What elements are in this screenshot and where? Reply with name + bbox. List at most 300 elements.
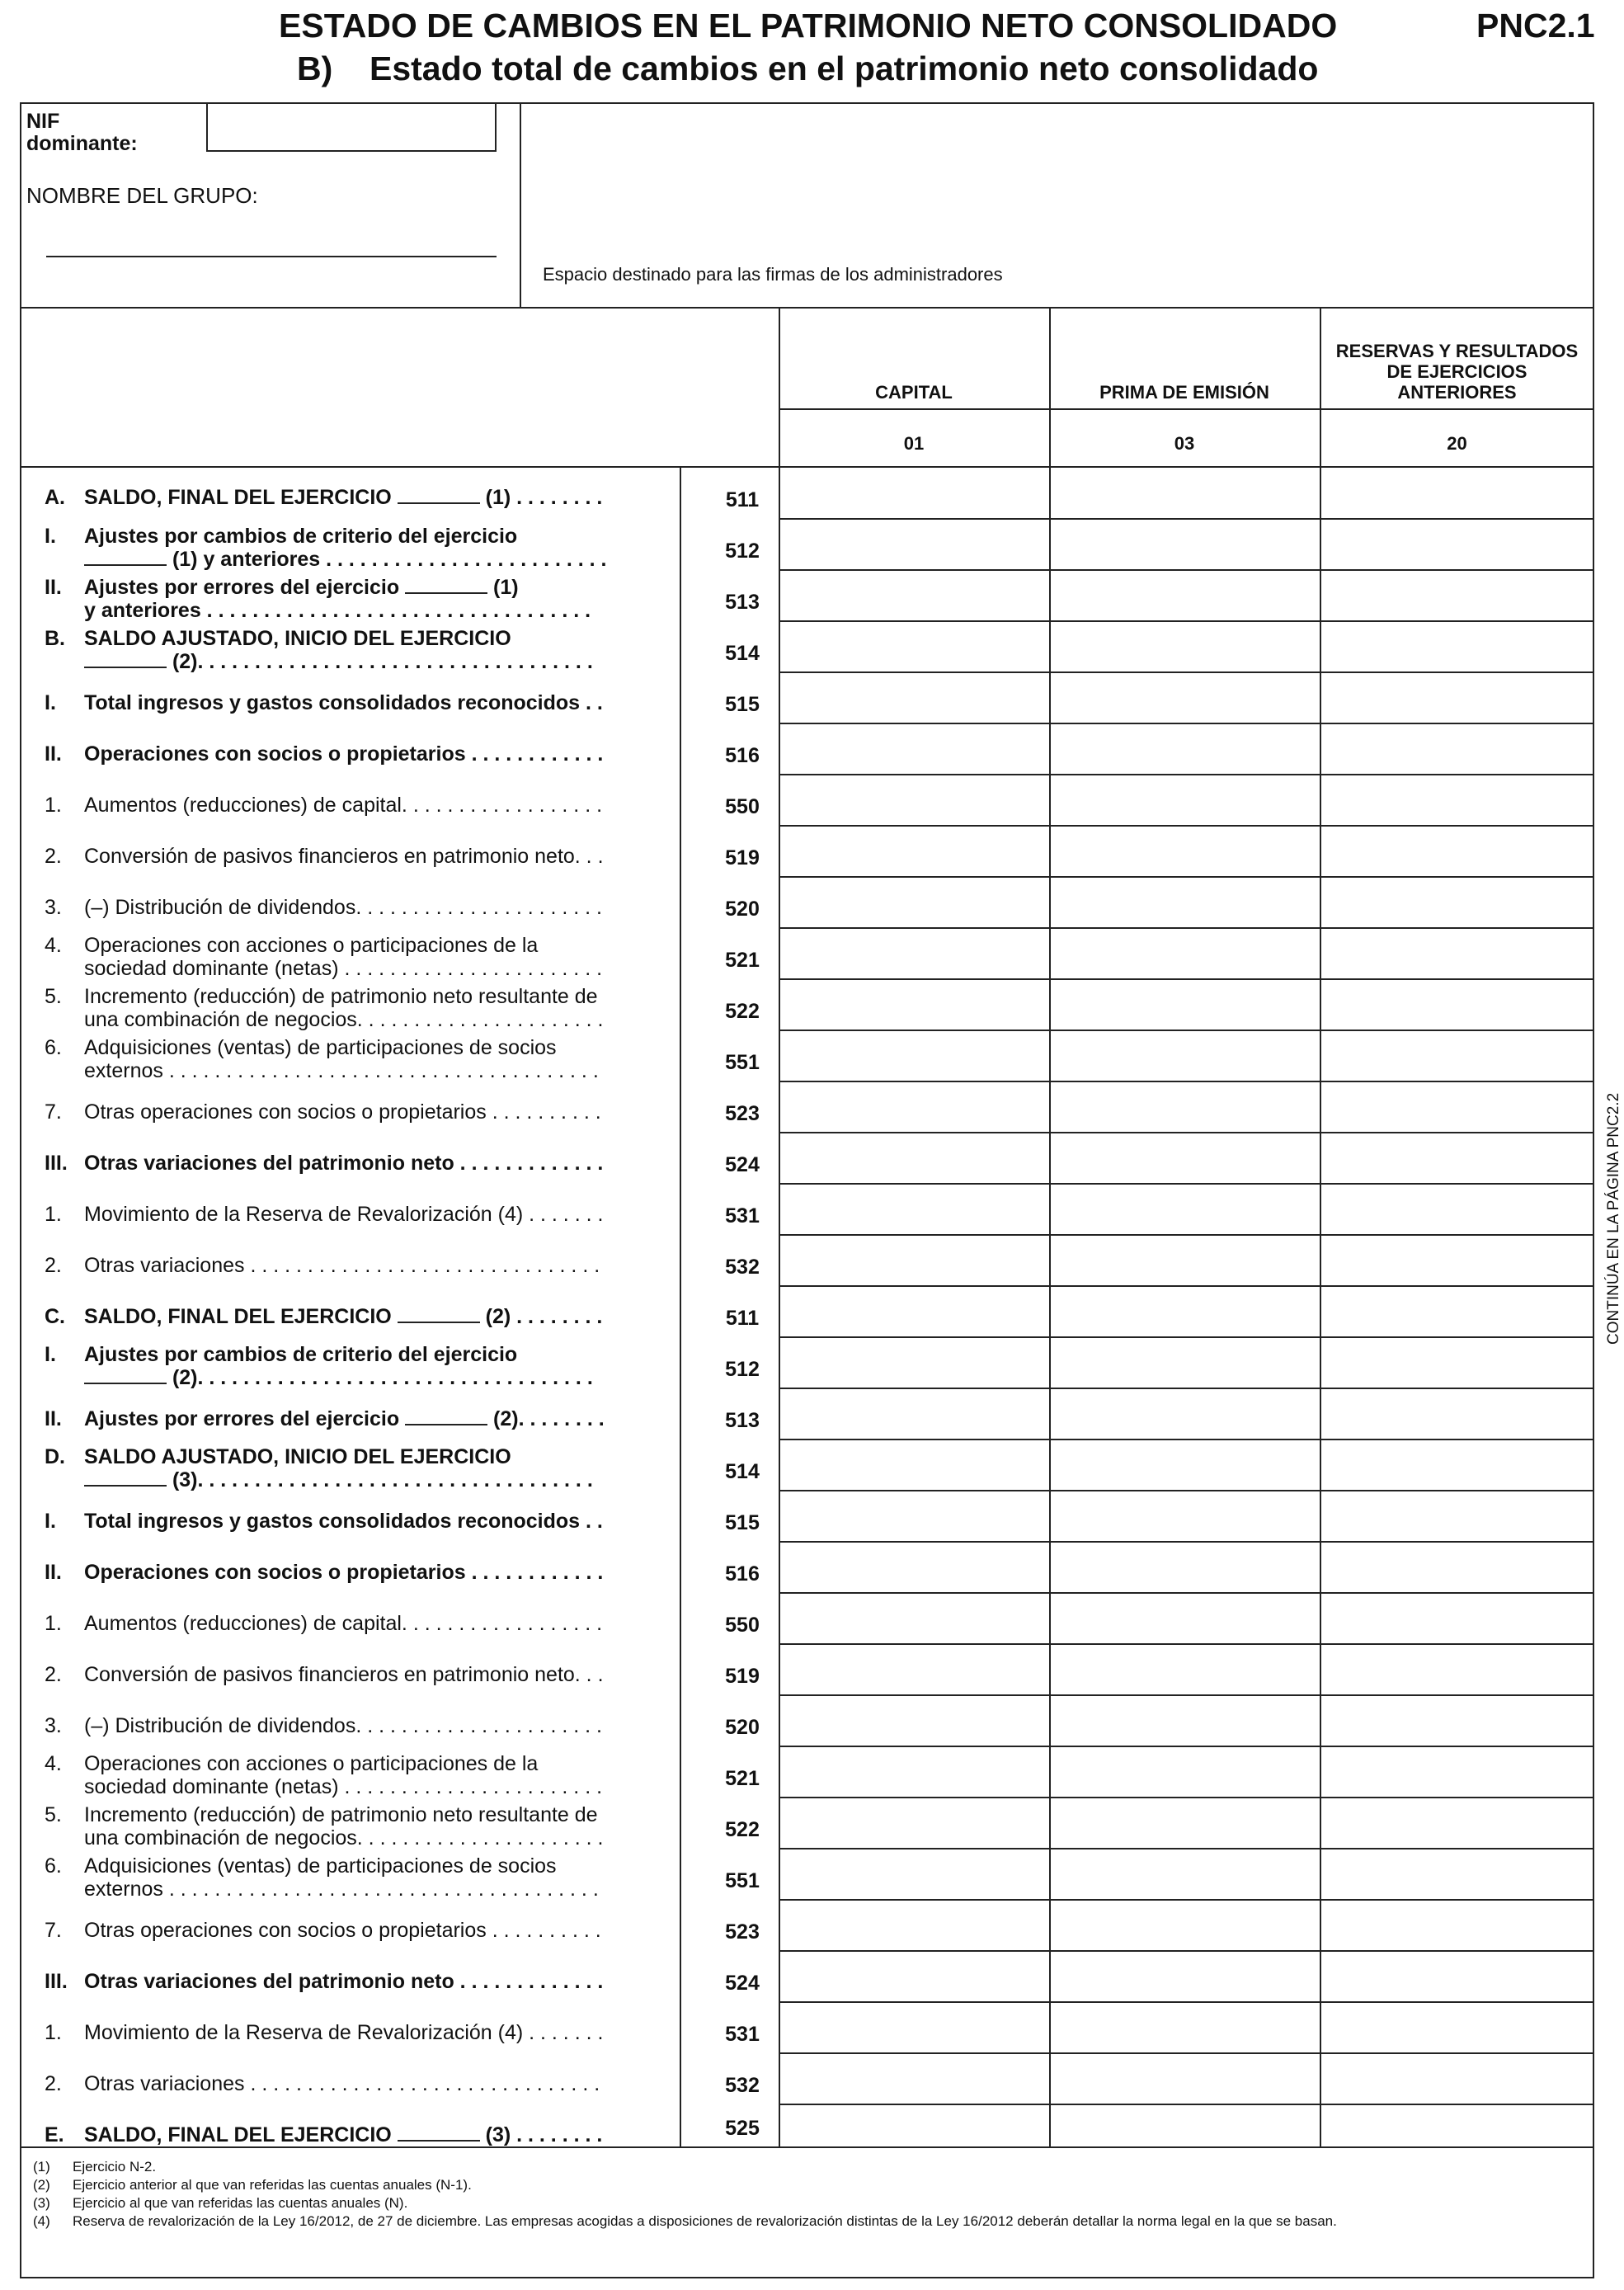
row-label-line: Ajustes por cambios de criterio del ejercicio xyxy=(84,1343,518,1366)
row-code: 519 xyxy=(725,1665,760,1688)
row-number: D. xyxy=(45,1445,65,1468)
row-label-line: Operaciones con acciones o participaciones de la xyxy=(84,934,539,957)
row-label-line: Adquisiciones (ventas) de participaciones de socios xyxy=(84,1854,557,1878)
row-number: I. xyxy=(45,525,56,548)
row-label-line: externos . . . . . . . . . . . . . . . . . . . . . . . . . . . . . . . . . . . . . . xyxy=(84,1878,599,1901)
row-label-line: Adquisiciones (ventas) de participaciones de socios xyxy=(84,1036,557,1059)
row-label xyxy=(84,1445,678,1491)
value-cell[interactable] xyxy=(780,1133,1047,1181)
value-cell[interactable] xyxy=(780,622,1047,670)
value-cell[interactable] xyxy=(780,1491,1047,1539)
row-number: A. xyxy=(45,486,65,509)
value-cell[interactable] xyxy=(1051,1798,1318,1846)
table-row xyxy=(20,1234,779,1285)
value-cell[interactable] xyxy=(1321,1133,1593,1181)
value-cell[interactable] xyxy=(780,1747,1047,1795)
row-code: 551 xyxy=(725,1869,760,1892)
nif-input[interactable] xyxy=(206,102,497,152)
value-cell[interactable] xyxy=(1321,1952,1593,2000)
row-label-line: Operaciones con acciones o participaciones de la xyxy=(84,1752,539,1775)
row-label-line: (2). . . . . . . . . . . . . . . . . . . . . . . . . . . . . . . . . . . xyxy=(84,1366,678,1389)
row-label-line: sociedad dominante (netas) . . . . . . . . . . . . . . . . . . . . . . . xyxy=(84,1775,603,1798)
value-cell[interactable] xyxy=(780,1236,1047,1284)
value-cell[interactable] xyxy=(1321,2105,1593,2145)
row-code: 511 xyxy=(725,488,760,511)
form-subtitle xyxy=(297,49,1318,88)
row-code: 522 xyxy=(725,1818,760,1841)
row-label xyxy=(84,1254,678,1277)
value-cell[interactable] xyxy=(1051,1338,1318,1386)
value-cell[interactable] xyxy=(1321,1287,1593,1335)
value-cell[interactable] xyxy=(1321,1031,1593,1079)
footnote xyxy=(33,2212,1337,2230)
table-row xyxy=(20,1388,779,1439)
value-cell[interactable] xyxy=(1051,827,1318,874)
table-row xyxy=(20,774,779,825)
row-label-line: Movimiento de la Reserva de Revalorización (4) . . . . . . . xyxy=(84,1203,604,1226)
row-label xyxy=(84,627,678,673)
signature-area-label: Espacio destinado para las firmas de los administradores xyxy=(543,264,1003,285)
column-header-line: CAPITAL xyxy=(875,382,953,403)
row-label xyxy=(84,2072,678,2095)
column-header-line: RESERVAS Y RESULTADOS xyxy=(1335,341,1579,361)
footnote-text: Ejercicio al que van referidas las cuentas anuales (N). xyxy=(73,2195,408,2211)
value-cell[interactable] xyxy=(780,468,1047,516)
value-cell[interactable] xyxy=(1051,622,1318,670)
row-code: 525 xyxy=(725,2117,760,2140)
row-code: 520 xyxy=(725,1716,760,1739)
value-cell[interactable] xyxy=(1051,1901,1318,1948)
value-cell[interactable] xyxy=(780,775,1047,823)
table-row xyxy=(20,723,779,774)
table-row xyxy=(20,466,779,518)
row-label-line: Ajustes por errores del ejercicio (2). . . . . . . . xyxy=(84,1407,605,1430)
row-label xyxy=(84,896,678,919)
row-label-line: Aumentos (reducciones) de capital. . . . . . . . . . . . . . . . . . xyxy=(84,794,603,817)
year-blank[interactable] xyxy=(398,2125,480,2142)
value-cell[interactable] xyxy=(1321,2054,1593,2102)
row-label-line: Incremento (reducción) de patrimonio neto resultante de xyxy=(84,1803,598,1826)
row-label xyxy=(84,486,678,509)
row-code: 512 xyxy=(725,1358,760,1381)
row-label-line: (2). . . . . . . . . . . . . . . . . . . . . . . . . . . . . . . . . . . xyxy=(84,650,678,673)
value-cell[interactable] xyxy=(780,520,1047,568)
row-code: 531 xyxy=(725,2023,760,2046)
value-cell[interactable] xyxy=(1321,1849,1593,1897)
row-code: 514 xyxy=(725,1460,760,1483)
row-label xyxy=(84,2021,678,2044)
row-label-line: (3). . . . . . . . . . . . . . . . . . . . . . . . . . . . . . . . . . . xyxy=(84,1468,678,1491)
row-label-line: SALDO, FINAL DEL EJERCICIO (2) . . . . . . . . xyxy=(84,1305,603,1328)
row-code: 516 xyxy=(725,1562,760,1586)
value-cell[interactable] xyxy=(1051,1287,1318,1335)
value-cell[interactable] xyxy=(1321,673,1593,721)
value-cell[interactable] xyxy=(1321,520,1593,568)
value-cell[interactable] xyxy=(1051,929,1318,977)
row-number: III. xyxy=(45,1152,68,1175)
value-cell[interactable] xyxy=(780,2105,1047,2145)
value-cell[interactable] xyxy=(1321,1696,1593,1744)
value-cell[interactable] xyxy=(1051,2054,1318,2102)
nif-label: NIF dominante: xyxy=(26,110,138,155)
row-label-line: Otras variaciones del patrimonio neto . . . . . . . . . . . . . xyxy=(84,1152,604,1175)
row-label-line: Movimiento de la Reserva de Revalorización (4) . . . . . . . xyxy=(84,2021,604,2044)
value-cell[interactable] xyxy=(1051,775,1318,823)
row-code: 521 xyxy=(725,1767,760,1790)
value-cell[interactable] xyxy=(1051,1440,1318,1488)
year-blank[interactable] xyxy=(398,1307,480,1323)
notes-separator xyxy=(20,2146,1594,2148)
value-cell[interactable] xyxy=(1321,724,1593,772)
table-row xyxy=(20,1183,779,1234)
value-cell[interactable] xyxy=(780,1849,1047,1897)
row-label xyxy=(84,1714,678,1737)
row-label-line: (–) Distribución de dividendos. . . . . . . . . . . . . . . . . . . . . . xyxy=(84,1714,603,1737)
value-cell[interactable] xyxy=(1051,571,1318,619)
row-label xyxy=(84,1561,678,1584)
row-label xyxy=(84,1203,678,1226)
footnote-text: Ejercicio anterior al que van referidas las cuentas anuales (N-1). xyxy=(73,2177,472,2193)
row-number: 2. xyxy=(45,845,62,868)
table-row xyxy=(20,2104,779,2146)
row-label xyxy=(84,742,678,766)
value-cell[interactable] xyxy=(1051,468,1318,516)
row-number: 5. xyxy=(45,1803,62,1826)
table-row xyxy=(20,978,779,1030)
year-blank[interactable] xyxy=(398,488,480,504)
row-number: 1. xyxy=(45,794,62,817)
value-cell[interactable] xyxy=(780,1798,1047,1846)
column-header-label xyxy=(779,382,1049,403)
row-number: 7. xyxy=(45,1919,62,1942)
year-blank[interactable] xyxy=(84,652,167,668)
row-code: 515 xyxy=(725,693,760,716)
identification-separator xyxy=(20,307,1594,309)
row-label-line: Operaciones con socios o propietarios . . . . . . . . . . . . xyxy=(84,742,604,766)
row-code: 512 xyxy=(725,540,760,563)
value-cell[interactable] xyxy=(1321,1338,1593,1386)
table-row xyxy=(20,1899,779,1950)
subtitle-text: Estado total de cambios en el patrimonio neto consolidado xyxy=(370,49,1319,87)
row-number: II. xyxy=(45,1407,62,1430)
value-cell[interactable] xyxy=(780,1082,1047,1130)
row-number: 6. xyxy=(45,1854,62,1878)
row-label xyxy=(84,845,678,868)
value-cell[interactable] xyxy=(1321,1543,1593,1590)
row-label xyxy=(84,1407,678,1430)
row-label-line: Otras variaciones . . . . . . . . . . . . . . . . . . . . . . . . . . . . . . . xyxy=(84,1254,600,1277)
row-label xyxy=(84,1510,678,1533)
row-label xyxy=(84,1803,678,1849)
value-cell[interactable] xyxy=(1321,1747,1593,1795)
value-cell[interactable] xyxy=(1321,1389,1593,1437)
year-blank[interactable] xyxy=(84,1368,167,1384)
table-row xyxy=(20,569,779,620)
row-label-line: Otras variaciones del patrimonio neto . . . . . . . . . . . . . xyxy=(84,1970,604,1993)
row-label-line: SALDO, FINAL DEL EJERCICIO (3) . . . . . . . . xyxy=(84,2123,603,2146)
row-label xyxy=(84,1663,678,1686)
row-number: 4. xyxy=(45,1752,62,1775)
row-number: 1. xyxy=(45,2021,62,2044)
value-cell[interactable] xyxy=(1321,1236,1593,1284)
group-name-label: NOMBRE DEL GRUPO: xyxy=(26,183,258,208)
table-row xyxy=(20,620,779,671)
row-code: 532 xyxy=(725,2074,760,2097)
row-label-line: Conversión de pasivos financieros en patrimonio neto. . . xyxy=(84,1663,604,1686)
value-cell[interactable] xyxy=(780,724,1047,772)
row-number: 7. xyxy=(45,1100,62,1124)
row-code: 515 xyxy=(725,1511,760,1534)
year-blank[interactable] xyxy=(84,549,167,566)
row-number: 2. xyxy=(45,1663,62,1686)
value-cell[interactable] xyxy=(780,2054,1047,2102)
value-cell[interactable] xyxy=(780,1031,1047,1079)
row-code: 511 xyxy=(725,1307,760,1330)
row-label xyxy=(84,1305,678,1328)
row-number: 4. xyxy=(45,934,62,957)
value-cell[interactable] xyxy=(1321,2003,1593,2051)
footnote xyxy=(33,2194,407,2212)
row-label xyxy=(84,1343,678,1389)
row-label xyxy=(84,1854,678,1901)
value-cell[interactable] xyxy=(1321,775,1593,823)
value-cell[interactable] xyxy=(1321,571,1593,619)
value-cell[interactable] xyxy=(780,1696,1047,1744)
value-cell[interactable] xyxy=(780,571,1047,619)
subtitle-letter: B) xyxy=(297,49,333,87)
row-number: 2. xyxy=(45,1254,62,1277)
table-row xyxy=(20,2001,779,2052)
year-blank[interactable] xyxy=(405,577,487,594)
row-label xyxy=(84,1152,678,1175)
value-cell[interactable] xyxy=(1321,622,1593,670)
row-number: 2. xyxy=(45,2072,62,2095)
row-code: 514 xyxy=(725,642,760,665)
row-label-line: (–) Distribución de dividendos. . . . . . . . . . . . . . . . . . . . . . xyxy=(84,896,603,919)
row-label-line: Otras operaciones con socios o propietarios . . . . . . . . . . xyxy=(84,1100,601,1124)
footnote-number: (2) xyxy=(33,2177,50,2193)
row-label xyxy=(84,794,678,817)
row-number: E. xyxy=(45,2123,64,2146)
row-label-line: Ajustes por errores del ejercicio (1) xyxy=(84,576,519,599)
value-cell[interactable] xyxy=(1051,1031,1318,1079)
value-cell[interactable] xyxy=(780,1594,1047,1642)
table-row xyxy=(20,1081,779,1132)
value-cell[interactable] xyxy=(780,1287,1047,1335)
value-cell[interactable] xyxy=(780,1389,1047,1437)
footnote xyxy=(33,2158,156,2175)
value-cell[interactable] xyxy=(1051,1236,1318,1284)
year-blank[interactable] xyxy=(405,1409,487,1425)
row-code: 513 xyxy=(725,591,760,614)
table-row xyxy=(20,876,779,927)
value-cell[interactable] xyxy=(1051,1491,1318,1539)
column-code: 03 xyxy=(1174,433,1195,454)
row-number: 3. xyxy=(45,1714,62,1737)
row-code: 523 xyxy=(725,1102,760,1125)
table-row xyxy=(20,2052,779,2104)
row-number: 1. xyxy=(45,1612,62,1635)
row-code: 521 xyxy=(725,949,760,972)
column-header-label xyxy=(1320,341,1594,403)
row-label xyxy=(84,525,678,571)
continuation-note: CONTINÚA EN LA PÁGINA PNC2.2 xyxy=(1605,1092,1622,1345)
value-cell[interactable] xyxy=(1051,1133,1318,1181)
value-cell[interactable] xyxy=(780,1338,1047,1386)
row-label-line: Incremento (reducción) de patrimonio neto resultante de xyxy=(84,985,598,1008)
value-cell[interactable] xyxy=(1051,1696,1318,1744)
row-label xyxy=(84,2123,678,2146)
year-blank[interactable] xyxy=(84,1470,167,1487)
value-cell[interactable] xyxy=(780,1543,1047,1590)
row-label-line: Total ingresos y gastos consolidados reconocidos . . xyxy=(84,691,603,714)
value-cell[interactable] xyxy=(1321,1645,1593,1693)
row-label-line: una combinación de negocios. . . . . . . . . . . . . . . . . . . . . . xyxy=(84,1008,604,1031)
row-code: 524 xyxy=(725,1153,760,1176)
table-row xyxy=(20,1950,779,2001)
row-number: II. xyxy=(45,742,62,766)
column-header-line: ANTERIORES xyxy=(1397,382,1517,403)
value-cell[interactable] xyxy=(1321,878,1593,926)
table-row xyxy=(20,1132,779,1183)
row-label xyxy=(84,934,678,980)
row-label xyxy=(84,1752,678,1798)
value-cell[interactable] xyxy=(780,1952,1047,2000)
row-label-line: Otras variaciones . . . . . . . . . . . . . . . . . . . . . . . . . . . . . . . xyxy=(84,2072,600,2095)
row-label-line: Operaciones con socios o propietarios . . . . . . . . . . . . xyxy=(84,1561,604,1584)
row-code: 523 xyxy=(725,1920,760,1944)
table-row xyxy=(20,1490,779,1541)
value-cell[interactable] xyxy=(1051,724,1318,772)
row-code: 550 xyxy=(725,1614,760,1637)
value-cell[interactable] xyxy=(1321,980,1593,1028)
row-label-line: (1) y anteriores . . . . . . . . . . . . . . . . . . . . . . . . . xyxy=(84,548,678,571)
value-cell[interactable] xyxy=(1051,980,1318,1028)
value-cell[interactable] xyxy=(1321,929,1593,977)
value-cell[interactable] xyxy=(1051,520,1318,568)
footnote-text: Ejercicio N-2. xyxy=(73,2159,157,2175)
value-cell[interactable] xyxy=(1051,2105,1318,2145)
value-cell[interactable] xyxy=(780,2003,1047,2051)
row-label-line: externos . . . . . . . . . . . . . . . . . . . . . . . . . . . . . . . . . . . . . . xyxy=(84,1059,599,1082)
row-label xyxy=(84,1100,678,1124)
table-row xyxy=(20,1336,779,1388)
value-cell[interactable] xyxy=(780,827,1047,874)
row-label-line: SALDO, FINAL DEL EJERCICIO (1) . . . . . . . . xyxy=(84,486,603,509)
table-row xyxy=(20,671,779,723)
value-cell[interactable] xyxy=(1051,1849,1318,1897)
value-cell[interactable] xyxy=(1051,878,1318,926)
row-code: 551 xyxy=(725,1051,760,1074)
footnote xyxy=(33,2176,472,2193)
row-number: 3. xyxy=(45,896,62,919)
row-code: 524 xyxy=(725,1972,760,1995)
row-label xyxy=(84,1970,678,1993)
row-code: 522 xyxy=(725,1000,760,1023)
footnote-text: Reserva de revalorización de la Ley 16/2012, de 27 de diciembre. Las empresas acogidas a disposiciones de revalorización distintas de la Ley 16/2012 deberán detallar la norma legal en la que se basan. xyxy=(73,2213,1337,2229)
row-number: III. xyxy=(45,1970,68,1993)
row-code: 532 xyxy=(725,1256,760,1279)
table-row xyxy=(20,1541,779,1592)
table-row xyxy=(20,1439,779,1490)
value-cell[interactable] xyxy=(780,980,1047,1028)
row-label xyxy=(84,576,678,622)
row-label-line: Ajustes por cambios de criterio del ejercicio xyxy=(84,525,518,548)
row-label-line: una combinación de negocios. . . . . . . . . . . . . . . . . . . . . . xyxy=(84,1826,604,1849)
value-cell[interactable] xyxy=(1051,1082,1318,1130)
value-cell[interactable] xyxy=(1321,468,1593,516)
value-cell[interactable] xyxy=(780,929,1047,977)
group-name-input[interactable] xyxy=(46,256,497,257)
row-label-line: Total ingresos y gastos consolidados reconocidos . . xyxy=(84,1510,603,1533)
row-code: 519 xyxy=(725,846,760,869)
value-cell[interactable] xyxy=(1051,673,1318,721)
value-cell[interactable] xyxy=(780,1185,1047,1232)
row-label xyxy=(84,1919,678,1942)
value-cell[interactable] xyxy=(1051,1389,1318,1437)
value-cell[interactable] xyxy=(780,1440,1047,1488)
row-label xyxy=(84,1612,678,1635)
value-cell[interactable] xyxy=(1321,827,1593,874)
value-cell[interactable] xyxy=(1051,1185,1318,1232)
footnote-number: (1) xyxy=(33,2159,50,2175)
value-cell[interactable] xyxy=(1051,1543,1318,1590)
column-header-line: PRIMA DE EMISIÓN xyxy=(1099,382,1269,403)
value-cell[interactable] xyxy=(1321,1082,1593,1130)
row-number: 5. xyxy=(45,985,62,1008)
row-label-line: sociedad dominante (netas) . . . . . . . . . . . . . . . . . . . . . . . xyxy=(84,957,603,980)
value-cell[interactable] xyxy=(780,1645,1047,1693)
column-header-line: DE EJERCICIOS xyxy=(1386,361,1528,382)
column-code: 01 xyxy=(903,433,925,454)
table-row xyxy=(20,1694,779,1746)
row-code: 513 xyxy=(725,1409,760,1432)
value-cell[interactable] xyxy=(1321,1901,1593,1948)
footnote-number: (4) xyxy=(33,2213,50,2229)
row-code: 550 xyxy=(725,795,760,818)
value-cell[interactable] xyxy=(1321,1594,1593,1642)
header-label-separator xyxy=(779,408,1594,410)
row-number: 1. xyxy=(45,1203,62,1226)
value-cell[interactable] xyxy=(1051,1952,1318,2000)
form-title: ESTADO DE CAMBIOS EN EL PATRIMONIO NETO CONSOLIDADO xyxy=(279,7,1338,45)
column-header-label xyxy=(1049,382,1320,403)
row-label xyxy=(84,1036,678,1082)
row-label-line: Otras operaciones con socios o propietarios . . . . . . . . . . xyxy=(84,1919,601,1942)
table-row xyxy=(20,1797,779,1848)
form-code: PNC2.1 xyxy=(1476,7,1595,45)
value-cell[interactable] xyxy=(780,673,1047,721)
column-code: 20 xyxy=(1447,433,1467,454)
row-label-line: Conversión de pasivos financieros en patrimonio neto. . . xyxy=(84,845,604,868)
value-cell[interactable] xyxy=(780,878,1047,926)
value-cell[interactable] xyxy=(1051,1594,1318,1642)
row-number: 6. xyxy=(45,1036,62,1059)
identification-divider xyxy=(520,102,521,307)
value-cell[interactable] xyxy=(1051,1747,1318,1795)
table-row xyxy=(20,1643,779,1694)
row-label xyxy=(84,691,678,714)
value-cell[interactable] xyxy=(780,1901,1047,1948)
value-cell[interactable] xyxy=(1321,1185,1593,1232)
value-cell[interactable] xyxy=(1051,1645,1318,1693)
value-cell[interactable] xyxy=(1321,1798,1593,1846)
value-cell[interactable] xyxy=(1321,1491,1593,1539)
row-number: C. xyxy=(45,1305,65,1328)
value-cell[interactable] xyxy=(1051,2003,1318,2051)
value-cell[interactable] xyxy=(1321,1440,1593,1488)
row-label-line: SALDO AJUSTADO, INICIO DEL EJERCICIO xyxy=(84,1445,511,1468)
